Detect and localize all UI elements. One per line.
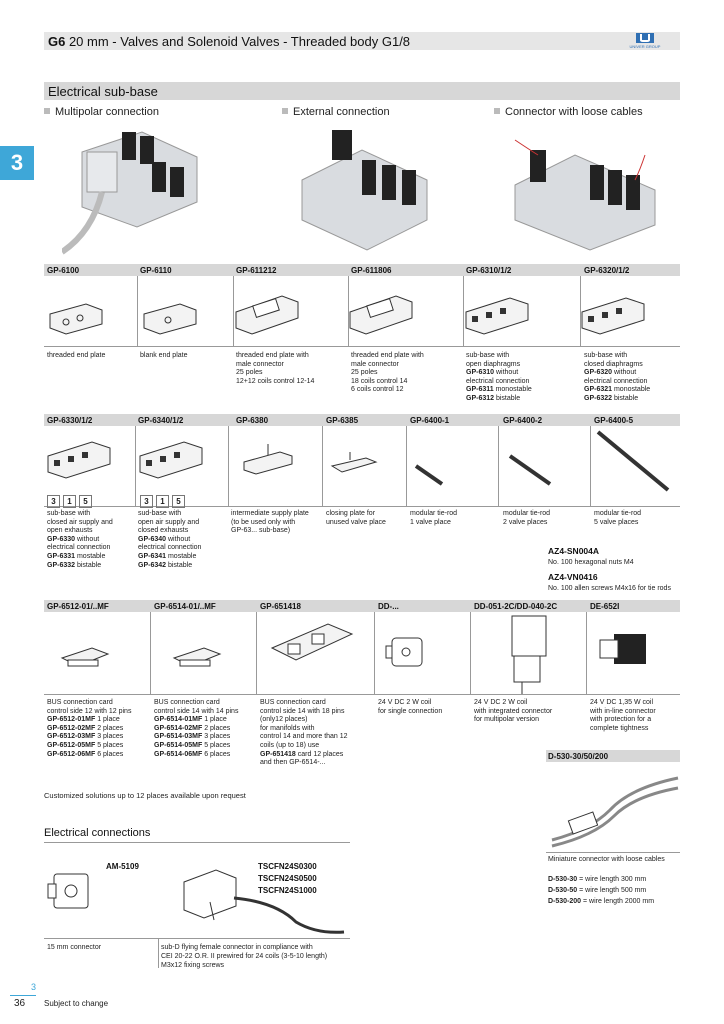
desc-line: 24 V DC 2 W coil bbox=[474, 699, 528, 706]
desc-gp-611212 bbox=[236, 352, 346, 386]
desc-line: with integrated connector bbox=[474, 707, 553, 715]
row3-code-bar bbox=[44, 600, 680, 612]
divider bbox=[470, 612, 471, 694]
svg-text:UNIVER GROUP: UNIVER GROUP bbox=[629, 44, 661, 49]
desc-line: control 14 and more than 12 bbox=[260, 733, 348, 741]
divider bbox=[150, 612, 151, 694]
desc-line: GP-6310 without bbox=[466, 369, 519, 377]
desc-line: for manifolds with bbox=[260, 724, 315, 732]
desc-line: control side 12 with 12 pins bbox=[47, 707, 132, 715]
desc-gp-6514 bbox=[154, 699, 254, 759]
code-gp-6330: GP-6330/1/2 bbox=[47, 416, 93, 425]
divider bbox=[228, 426, 229, 506]
bus-card-image bbox=[268, 614, 358, 674]
bus-card-image bbox=[170, 640, 230, 676]
bullet-loose-cables: Connector with loose cables bbox=[494, 106, 643, 118]
desc-az4-sn004a: No. 100 hexagonal nuts M4 bbox=[548, 559, 634, 566]
code-gp-6512: GP-6512-01/..MF bbox=[47, 602, 109, 611]
desc-line: closing plate for bbox=[326, 510, 376, 517]
subbase-image bbox=[462, 292, 532, 338]
desc-tscfn-3: M3x12 fixing screws bbox=[161, 962, 225, 969]
code-gp-6320: GP-6320/1/2 bbox=[584, 266, 630, 275]
code-az4-vn0416: AZ4-VN0416 bbox=[548, 572, 598, 582]
tie-rod-image bbox=[412, 460, 452, 490]
desc-line: GP-63... sub-base) bbox=[231, 527, 291, 535]
desc-line: open diaphragms bbox=[466, 360, 521, 368]
desc-line: threaded end plate bbox=[47, 352, 106, 359]
code-de-652i: DE-652I bbox=[590, 602, 620, 611]
code-gp-6100: GP-6100 bbox=[47, 266, 80, 275]
tie-rod-image bbox=[594, 428, 674, 494]
desc-az4-vn0416: No. 100 allen screws M4x16 for tie rods bbox=[548, 585, 671, 592]
bullet-external: External connection bbox=[282, 106, 390, 118]
desc-line: modular tie-rod bbox=[410, 510, 458, 517]
desc-line: coils (up to 18) use bbox=[260, 741, 320, 749]
desc-line: for multipolar version bbox=[474, 716, 539, 724]
d530-caption: Miniature connector with loose cables bbox=[548, 856, 665, 863]
divider bbox=[374, 612, 375, 694]
bullet-multipolar: Multipolar connection bbox=[44, 106, 159, 118]
desc-line: male connector bbox=[351, 360, 399, 368]
code-gp-611806: GP-611806 bbox=[351, 266, 392, 275]
code-tscfn-1000: TSCFN24S1000 bbox=[258, 886, 317, 895]
desc-line: GP-6512-01MF 1 place bbox=[47, 716, 120, 724]
desc-line: 12+12 coils control 12-14 bbox=[236, 377, 315, 385]
desc-line: GP-6514-01MF 1 place bbox=[154, 716, 227, 724]
section-title-electrical-connections: Electrical connections bbox=[44, 827, 151, 839]
code-gp-6110: GP-6110 bbox=[140, 266, 172, 275]
desc-line: (only12 places) bbox=[260, 716, 308, 724]
page-number: 36 bbox=[14, 998, 26, 1009]
code-gp-651418: GP-651418 bbox=[260, 602, 301, 611]
am-5109-connector-image bbox=[46, 866, 102, 922]
desc-line: (to be used only with bbox=[231, 518, 296, 526]
desc-line: with in-line connector bbox=[590, 707, 656, 715]
desc-line: closed diaphragms bbox=[584, 360, 643, 368]
desc-line: sub-base with bbox=[466, 352, 510, 359]
page-title: G6 20 mm - Valves and Solenoid Valves - Threaded body G1/8 bbox=[48, 34, 411, 49]
divider bbox=[590, 426, 591, 506]
desc-gp-6400-2 bbox=[503, 510, 589, 527]
divider bbox=[498, 426, 499, 506]
footer-chapter: 3 bbox=[30, 982, 36, 992]
desc-line: BUS connection card bbox=[47, 699, 113, 706]
desc-line: sud-base with bbox=[138, 510, 182, 517]
desc-line: GP-6332 bistable bbox=[47, 561, 102, 569]
chapter-tab: 3 bbox=[0, 146, 34, 180]
subbase-image bbox=[578, 292, 648, 338]
code-gp-611212: GP-611212 bbox=[236, 266, 277, 275]
blank-plate-image bbox=[140, 300, 200, 340]
desc-line: blank end plate bbox=[140, 352, 188, 359]
manifold-multipolar-image bbox=[62, 122, 202, 260]
desc-line: electrical connection bbox=[138, 544, 202, 552]
desc-am-5109: 15 mm connector bbox=[47, 944, 102, 951]
code-tscfn-300: TSCFN24S0300 bbox=[258, 862, 317, 871]
desc-line: open exhausts bbox=[47, 527, 93, 535]
desc-line: GP-6312 bistable bbox=[466, 394, 521, 402]
desc-gp-6400-5 bbox=[594, 510, 680, 527]
port-boxes-6340: 3 1 5 bbox=[140, 491, 188, 509]
code-dd: DD-... bbox=[378, 602, 399, 611]
end-plate-image bbox=[46, 300, 106, 340]
divider bbox=[406, 426, 407, 506]
code-az4-sn004a: AZ4-SN004A bbox=[548, 546, 600, 556]
desc-line: open air supply and bbox=[138, 518, 200, 526]
desc-line: BUS connection card bbox=[154, 699, 220, 706]
desc-line: 25 poles bbox=[351, 369, 378, 377]
desc-line: GP-6341 mostable bbox=[138, 552, 197, 560]
desc-line: control side 14 with 18 pins bbox=[260, 707, 345, 715]
subbase-image bbox=[44, 436, 114, 480]
desc-line: GP-6514-05MF 5 places bbox=[154, 741, 231, 749]
desc-line: 25 poles bbox=[236, 369, 263, 377]
desc-line: modular tie-rod bbox=[594, 510, 642, 517]
code-d-530: D-530-30/50/200 bbox=[548, 752, 609, 761]
sub-d-connector-image bbox=[176, 862, 346, 936]
desc-gp-651418 bbox=[260, 699, 372, 768]
subbase-image bbox=[136, 436, 206, 480]
desc-tscfn-2: CEI 20-22 O.R. II prewired for 24 coils (3-5-10 length) bbox=[161, 953, 328, 960]
code-gp-6400-2: GP-6400-2 bbox=[503, 416, 543, 425]
divider bbox=[256, 612, 257, 694]
desc-line: threaded end plate with bbox=[236, 352, 309, 359]
desc-line: GP-6311 monostable bbox=[466, 386, 532, 394]
desc-gp-6310 bbox=[466, 352, 578, 404]
tie-rod-image bbox=[506, 452, 556, 488]
desc-line: and then GP-6514-... bbox=[260, 759, 326, 767]
desc-gp-6340 bbox=[138, 510, 226, 570]
desc-dd bbox=[378, 699, 470, 716]
desc-line: closed air supply and bbox=[47, 518, 113, 526]
manifold-loose-cables-image bbox=[510, 130, 660, 255]
d530-line-3: D-530-200 = wire length 2000 mm bbox=[548, 898, 655, 905]
code-gp-6514: GP-6514-01/..MF bbox=[154, 602, 216, 611]
desc-gp-6380 bbox=[231, 510, 323, 536]
coil-connector-image bbox=[500, 610, 560, 694]
desc-line: GP-6342 bistable bbox=[138, 561, 193, 569]
desc-line: 18 coils control 14 bbox=[351, 377, 408, 385]
desc-gp-6512 bbox=[47, 699, 149, 759]
miniature-connector-image bbox=[550, 770, 680, 850]
manifold-external-image bbox=[292, 120, 432, 260]
desc-line: GP-6514-02MF 2 places bbox=[154, 724, 231, 732]
port-boxes-6330: 3 1 5 bbox=[47, 491, 95, 509]
desc-line: 6 coils control 12 bbox=[351, 386, 404, 394]
row-divider bbox=[546, 852, 680, 853]
desc-line: closed exhausts bbox=[138, 527, 189, 535]
code-dd-051: DD-051-2C/DD-040-2C bbox=[474, 602, 558, 611]
d530-line-2: D-530-50 = wire length 500 mm bbox=[548, 887, 647, 894]
desc-gp-6330 bbox=[47, 510, 133, 570]
code-am-5109: AM-5109 bbox=[106, 862, 139, 871]
desc-line: unused valve place bbox=[326, 518, 386, 526]
divider bbox=[137, 276, 138, 346]
coil-image bbox=[384, 628, 434, 672]
desc-line: GP-6512-02MF 2 places bbox=[47, 724, 124, 732]
desc-line: BUS connection card bbox=[260, 699, 326, 706]
desc-de-652i bbox=[590, 699, 680, 733]
desc-line: GP-6512-05MF 5 places bbox=[47, 741, 124, 749]
desc-line: electrical connection bbox=[584, 377, 648, 385]
desc-tscfn-1: sub-D flying female connector in compliance with bbox=[161, 944, 313, 951]
desc-line: 2 valve places bbox=[503, 518, 548, 526]
code-gp-6380: GP-6380 bbox=[236, 416, 269, 425]
desc-line: intermediate supply plate bbox=[231, 510, 309, 517]
desc-line: GP-6514-06MF 6 places bbox=[154, 750, 231, 758]
connector-plate-image bbox=[346, 288, 416, 338]
desc-line: sub-base with bbox=[47, 510, 91, 517]
desc-line: modular tie-rod bbox=[503, 510, 551, 517]
coil-inline-image bbox=[594, 624, 654, 674]
row-divider bbox=[44, 694, 680, 695]
divider bbox=[322, 426, 323, 506]
desc-line: GP-6321 monostable bbox=[584, 386, 651, 394]
bus-card-image bbox=[58, 640, 118, 676]
desc-line: male connector bbox=[236, 360, 284, 368]
desc-line: electrical connection bbox=[47, 544, 111, 552]
divider bbox=[586, 612, 587, 694]
footer-rule bbox=[10, 995, 36, 996]
desc-line: GP-651418 card 12 places bbox=[260, 750, 344, 758]
desc-line: sub-base with bbox=[584, 352, 628, 359]
desc-line: 24 V DC 2 W coil bbox=[378, 699, 432, 706]
desc-gp-6110 bbox=[140, 352, 230, 361]
code-gp-6340: GP-6340/1/2 bbox=[138, 416, 184, 425]
desc-line: threaded end plate with bbox=[351, 352, 424, 359]
connector-plate-image bbox=[232, 288, 302, 338]
desc-gp-611806 bbox=[351, 352, 461, 395]
desc-line: GP-6331 mostable bbox=[47, 552, 106, 560]
desc-dd-051 bbox=[474, 699, 584, 725]
desc-gp-6385 bbox=[326, 510, 406, 527]
section-title-electrical-subbase: Electrical sub-base bbox=[48, 84, 158, 99]
desc-line: control side 14 with 14 pins bbox=[154, 707, 239, 715]
desc-gp-6320 bbox=[584, 352, 680, 404]
desc-line: GP-6330 without bbox=[47, 535, 100, 543]
desc-line: complete tightness bbox=[590, 724, 649, 732]
desc-line: for single connection bbox=[378, 707, 443, 715]
section-underline bbox=[44, 842, 350, 843]
code-gp-6400-1: GP-6400-1 bbox=[410, 416, 450, 425]
desc-gp-6400-1 bbox=[410, 510, 496, 527]
closing-plate-image bbox=[330, 452, 380, 478]
supply-plate-image bbox=[240, 442, 300, 478]
row-divider bbox=[44, 938, 350, 939]
d530-line-1: D-530-30 = wire length 300 mm bbox=[548, 876, 647, 883]
code-gp-6400-5: GP-6400-5 bbox=[594, 416, 634, 425]
desc-line: GP-6340 without bbox=[138, 535, 191, 543]
desc-line: 5 valve places bbox=[594, 518, 639, 526]
customized-note: Customized solutions up to 12 places available upon request bbox=[44, 791, 246, 800]
row-divider bbox=[44, 346, 680, 347]
divider bbox=[158, 938, 159, 968]
code-tscfn-500: TSCFN24S0500 bbox=[258, 874, 317, 883]
code-gp-6310: GP-6310/1/2 bbox=[466, 266, 512, 275]
desc-line: GP-6512-03MF 3 places bbox=[47, 733, 124, 741]
desc-gp-6100 bbox=[47, 352, 135, 361]
desc-line: 1 valve place bbox=[410, 518, 451, 526]
desc-line: GP-6514-03MF 3 places bbox=[154, 733, 231, 741]
footer-note: Subject to change bbox=[44, 999, 109, 1008]
desc-line: GP-6512-06MF 6 places bbox=[47, 750, 124, 758]
desc-line: electrical connection bbox=[466, 377, 530, 385]
desc-line: GP-6320 without bbox=[584, 369, 637, 377]
desc-line: 24 V DC 1,35 W coil bbox=[590, 699, 654, 706]
desc-line: with protection for a bbox=[590, 716, 652, 724]
desc-line: GP-6322 bistable bbox=[584, 394, 639, 402]
code-gp-6385: GP-6385 bbox=[326, 416, 359, 425]
univer-logo bbox=[622, 33, 662, 49]
